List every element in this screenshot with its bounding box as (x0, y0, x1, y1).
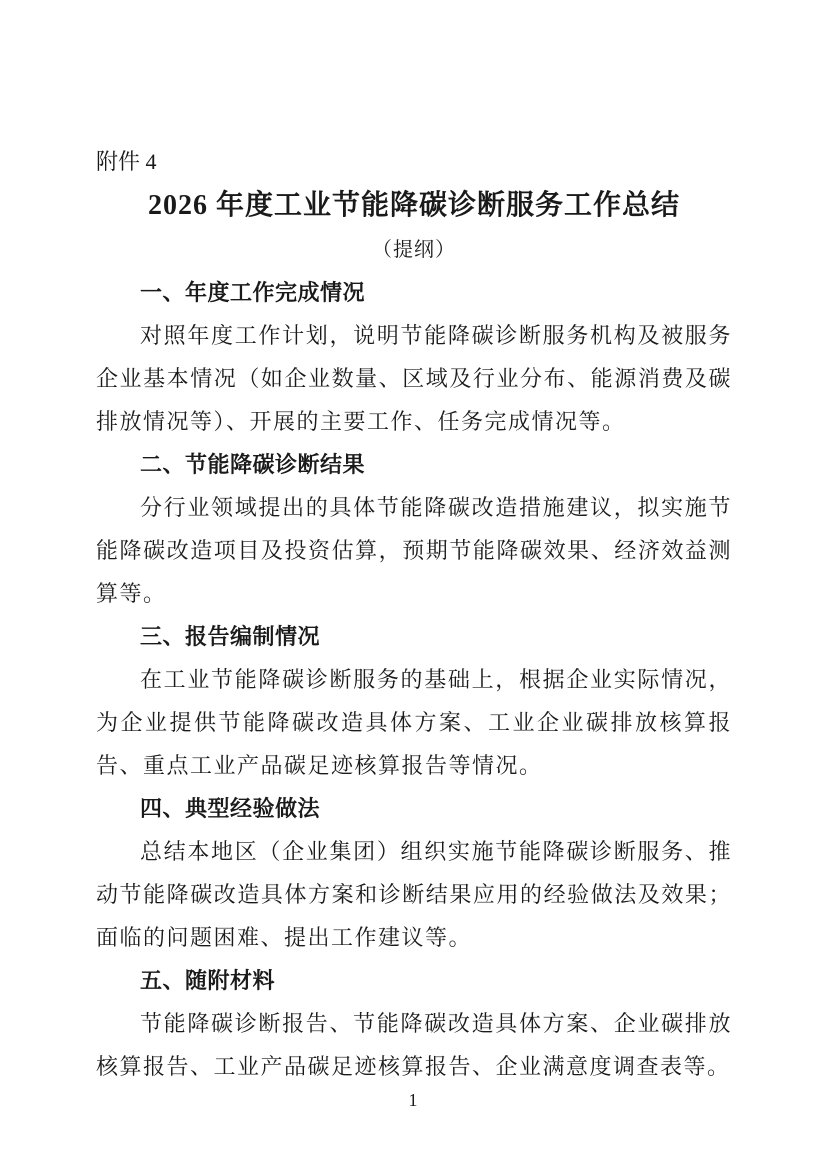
section-body-5: 节能降碳诊断报告、节能降碳改造具体方案、企业碳排放核算报告、工业产品碳足迹核算报告、企业满意度调查表等。 (96, 1011, 732, 1079)
section-heading-1: 一、年度工作完成情况 (140, 280, 366, 305)
page-footer (0, 1090, 826, 1111)
section-body-3: 在工业节能降碳诊断服务的基础上，根据企业实际情况，为企业提供节能降碳改造具体方案、工业企业碳排放核算报告、重点工业产品碳足迹核算报告等情况。 (96, 667, 732, 778)
section-heading-2: 二、节能降碳诊断结果 (140, 452, 366, 477)
section-heading-3: 三、报告编制情况 (140, 624, 321, 649)
page-number: 1 (408, 1090, 418, 1110)
document-subtitle: （提纲） (372, 239, 456, 261)
attachment-label: 附件 4 (96, 149, 157, 174)
document-content (96, 140, 732, 1088)
document-title: 2026 年度工业节能降碳诊断服务工作总结 (147, 190, 680, 221)
section-heading-4: 四、典型经验做法 (140, 796, 321, 821)
section-heading-5: 五、随附材料 (140, 968, 276, 993)
section-body-4: 总结本地区（企业集团）组织实施节能降碳诊断服务、推动节能降碳改造具体方案和诊断结果应用的经验做法及效果；面临的问题困难、提出工作建议等。 (96, 839, 732, 950)
section-body-1: 对照年度工作计划，说明节能降碳诊断服务机构及被服务企业基本情况（如企业数量、区域及行业分布、能源消费及碳排放情况等）、开展的主要工作、任务完成情况等。 (96, 323, 732, 434)
section-body-2: 分行业领域提出的具体节能降碳改造措施建议，拟实施节能降碳改造项目及投资估算，预期节能降碳效果、经济效益测算等。 (96, 495, 732, 606)
